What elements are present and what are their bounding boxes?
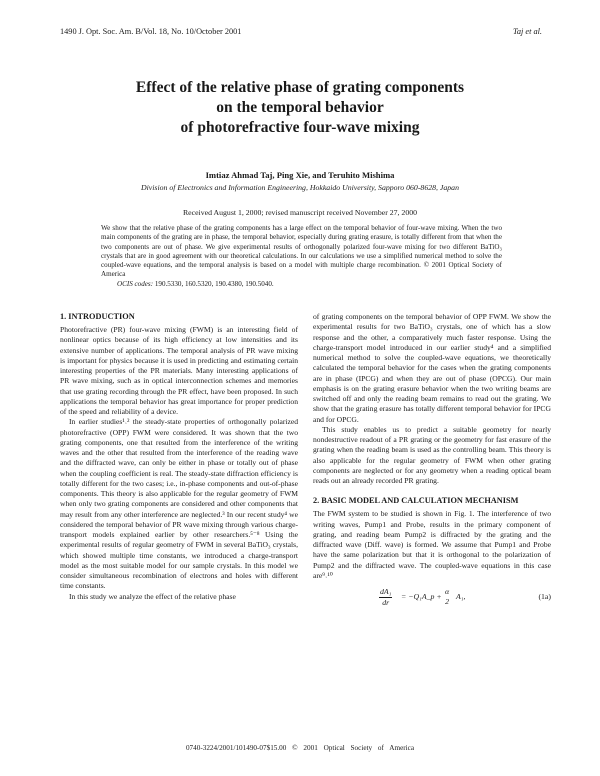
author-list: Imtiaz Ahmad Taj, Ping Xie, and Teruhito Mishima: [205, 170, 395, 180]
equation-fraction: [379, 587, 392, 608]
title-line: of photorefractive four-wave mixing: [180, 119, 420, 136]
affiliation: Division of Electronics and Information Engineering, Hokkaido University, Sapporo 060-8628, Japan: [141, 183, 459, 192]
equation-two: 2: [445, 597, 449, 607]
section-heading-basic-model: 2. BASIC MODEL AND CALCULATION MECHANISM: [313, 496, 519, 506]
abstract: [101, 224, 502, 289]
right-column: [313, 312, 551, 613]
ocis-codes: [101, 280, 502, 289]
left-column: [60, 312, 298, 602]
body-paragraph: In this study we analyze the effect of the relative phase: [69, 591, 236, 601]
equation-numerator: dA₁: [380, 587, 392, 596]
section-heading-introduction: 1. INTRODUCTION: [60, 312, 135, 321]
equation-alpha: α: [445, 587, 450, 596]
equation-middle-term: = −Q₁A_p +: [401, 592, 442, 601]
body-paragraph: In earlier studies¹˒² the steady-state properties of orthogonally polarized photorefractive (OPP) FWM were considered. It was shown that the two grating components, one that resulted from the interference of the writing waves and the other that resulted from the interference of the reading wave and the diffracted wave, can only be either in phase or totally out of phase when the coupling coefficient is real. The steady-state diffraction efficiency is totally different for the two cases; i.e., in-phase components and out-of-phase components. This theory is also applicable for the regular geometry of FWM when only two grating components are considered and other components that may result from any other interference are neglected.³ In our recent study⁴ we considered the temporal behavior of PR wave mixing through various charge-transport models explained earlier by other researchers.⁵⁻⁸ Using the experimental results of regular geometry of FWM in several BaTiO₃ crystals, which showed multiple time constants, we introduced a charge-transport model as the most suitable model for our sample crystals. In this model we consider simultaneous recombination of electrons and holes with different time constants.: [60, 417, 298, 591]
ocis-label: OCIS codes:: [117, 279, 154, 288]
body-paragraph: The FWM system to be studied is shown in Fig. 1. The interference of two writing waves, Pump1 and Probe, results in the primary component of grating, and reading beam Pump2 is diffracted by the grating and the diffracted wave (Diff. wave) is formed. We assume that Pump1 and Probe have the same polarization but that it is orthogonal to the polarization of Pump2 and the diffracted wave. The coupled-wave equations in this case are⁹˒¹⁰: [313, 509, 551, 580]
equation-alpha-fraction: [445, 587, 449, 608]
body-paragraph: Photorefractive (PR) four-wave mixing (FWM) is an interesting field of nonlinear optics because of its high efficiency at low intensities and its extensive number of applications. The temporal analysis of PR wave mixing is important for physics because it is used in predicting and estimating certain interesting properties of the PR materials. Many interesting applications of PR wave mixing, such as in optical interconnection schemes and memories that use grating recording through the PR effect, have been proposed. In such applications the temporal behavior has great importance for proper prediction of the speed and reliability of a device.: [60, 325, 298, 416]
running-header-authors: Taj et al.: [513, 27, 542, 36]
received-dates: Received August 1, 2000; revised manuscript received November 27, 2000: [182, 208, 418, 217]
ocis-values: 190.5330, 160.5320, 190.4380, 190.5040.: [154, 279, 274, 288]
abstract-text: We show that the relative phase of the grating components has a large effect on the temporal behavior of four-wave mixing. When the two main components of the grating are in phase, the temporal behavior, especially during grating erasure, is totally different from that when the two components are out of phase. We give experimental results of orthogonally polarized four-wave mixing for two different BaTiO₃ crystals that are in good agreement with our theoretical calculations. In our calculations we use a simplified numerical method to solve the coupled-wave equations, and the temporal analysis is based on a model with multiple charge recombination. © 2001 Optical Society of America: [101, 224, 502, 279]
title-line: Effect of the relative phase of grating components: [135, 79, 465, 96]
equation-number: (1a): [538, 592, 551, 601]
paper-title: [60, 78, 540, 138]
body-paragraph: This study enables us to predict a suitable geometry for nearly nondestructive readout of a PR grating or the geometry for fast erasure of the grating when the reading beam is used as the controlling beam. This theory is also applicable for the regular geometry of FWM when other grating components are neglected or for any geometry when a reading optical beam reads out an already recorded PR grating.: [313, 424, 551, 485]
page-footer: 0740-3224/2001/101490-07$15.00 © 2001 Optical Society of America: [185, 744, 415, 752]
equation-1a: [313, 585, 551, 613]
title-line: on the temporal behavior: [216, 99, 384, 116]
equation-denominator: dr: [382, 598, 390, 607]
running-header-journal: 1490 J. Opt. Soc. Am. B/Vol. 18, No. 10/October 2001: [60, 27, 242, 36]
body-paragraph: of grating components on the temporal behavior of OPP FWM. We show the experimental results for two BaTiO₃ crystals, one of which has a slow response and the other, a comparatively much faster response. Using the charge-transport model introduced in our earlier study⁴ and a simplified numerical method to solve the coupled-wave equations, we theoretically calculated the temporal behavior for the cases when the grating components are in phase (IPCG) and when they are out of phase (OPCG). Our main emphasis is on the grating erasure behavior when the two writing beams are switched off and only the reading beam remains to read out the grating. We show that the grating erasure has totally different temporal behavior for IPCG and for OPCG.: [313, 312, 551, 424]
equation-tail-term: A₁,: [456, 592, 466, 601]
